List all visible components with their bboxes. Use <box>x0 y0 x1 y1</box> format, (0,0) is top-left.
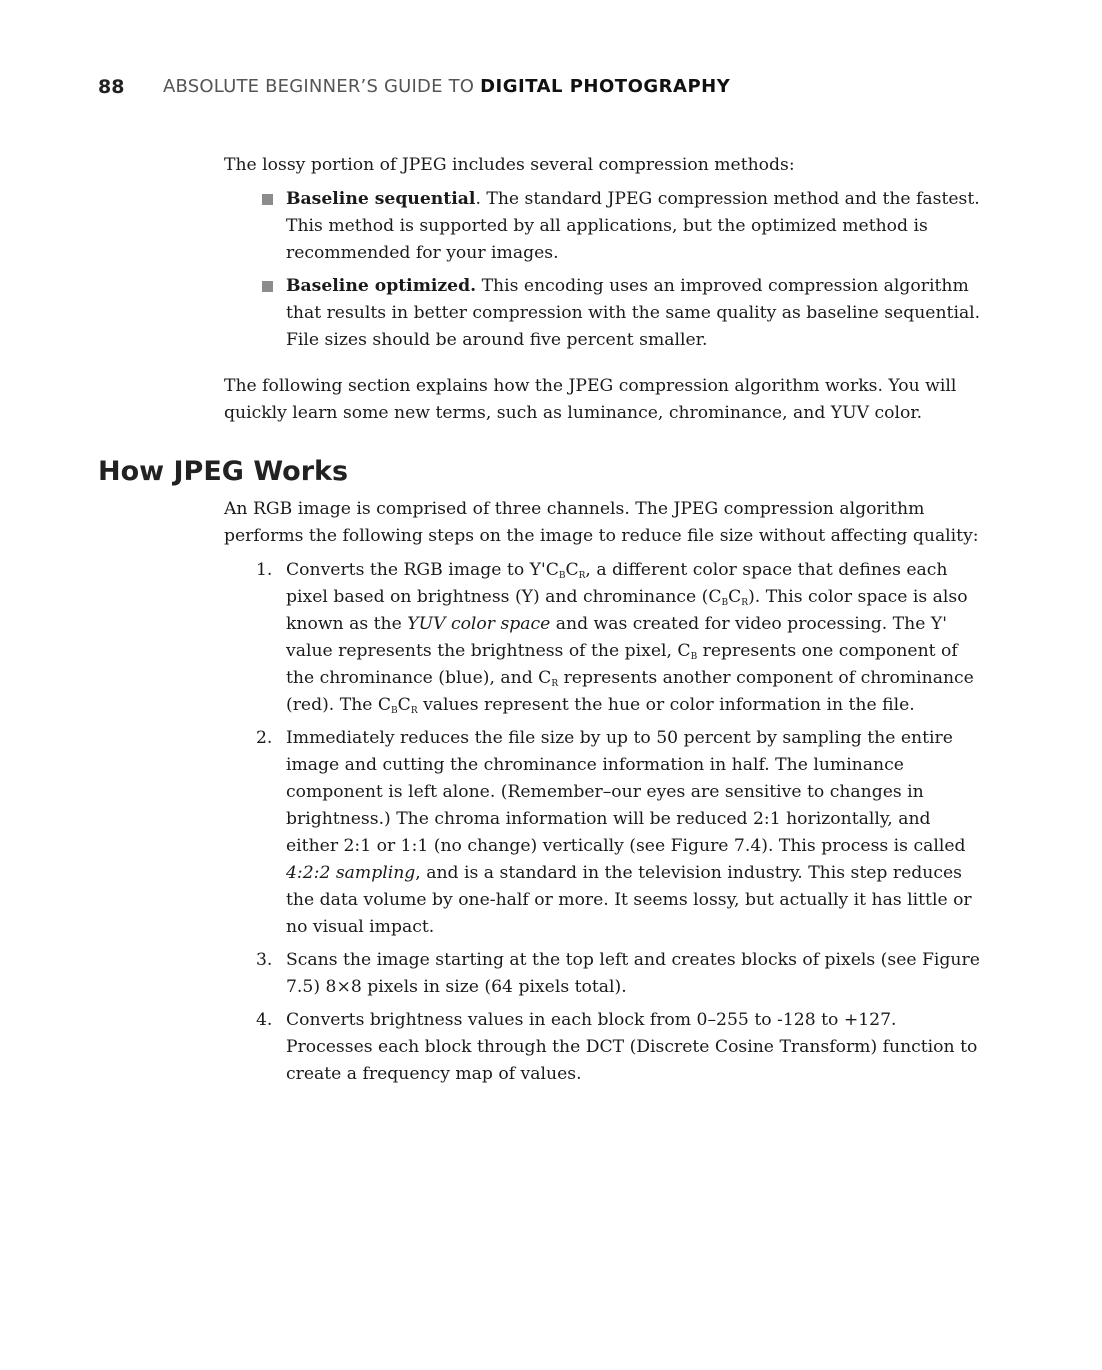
bullet-term: Baseline sequential <box>286 189 476 209</box>
subscript: B <box>721 598 729 608</box>
list-item <box>262 186 982 267</box>
step-text: Converts the RGB image to Y'C <box>286 560 559 580</box>
emphasis: YUV color space <box>407 614 551 634</box>
step-number: 1. <box>256 560 273 580</box>
step-item <box>256 725 984 941</box>
square-bullet-icon <box>262 281 273 292</box>
step-text: C <box>397 695 411 715</box>
step-text: values represent the hue or color information in the file. <box>417 695 915 715</box>
step-text: , a different color space that defines each pixel based on brightness (Y) and chrominance (C <box>286 560 948 607</box>
section-intro-paragraph: An RGB image is comprised of three channels. The JPEG compression algorithm performs the following steps on the image to reduce file size without affecting quality: <box>224 499 979 546</box>
step-text: represents one component of the chrominance (blue), and C <box>286 641 958 688</box>
step-item <box>256 557 984 719</box>
step-number: 2. <box>256 728 273 748</box>
square-bullet-icon <box>262 194 273 205</box>
step-text: C <box>565 560 579 580</box>
subscript: R <box>551 679 559 689</box>
book-title <box>163 76 730 97</box>
step-item <box>256 947 984 1001</box>
step-text: represents another component of chrominance (red). The C <box>286 668 974 715</box>
subscript: R <box>578 571 586 581</box>
steps-list <box>256 557 984 1094</box>
subscript: B <box>391 706 398 716</box>
subscript: B <box>690 652 698 662</box>
step-item <box>256 1007 984 1088</box>
compression-methods-list <box>262 186 982 360</box>
step-text: C <box>728 587 742 607</box>
list-item <box>262 273 982 354</box>
step-text: , and is a standard in the television industry. This step reduces the data volume by one-half or more. It seems lossy, but actually it has little or no visual impact. <box>286 863 972 937</box>
page-number: 88 <box>98 76 125 98</box>
running-header <box>98 74 998 102</box>
book-title-bold: DIGITAL PHOTOGRAPHY <box>480 76 731 97</box>
step-text: and was created for video processing. The Y' value represents the brightness of the pixel, C <box>286 614 947 661</box>
step-number: 3. <box>256 950 273 970</box>
step-number: 4. <box>256 1010 273 1030</box>
subscript: B <box>558 571 566 581</box>
step-text: Scans the image starting at the top left and creates blocks of pixels (see Figure 7.5) 8×8 pixels in size (64 pixels total). <box>286 950 980 997</box>
step-text: ). This color space is also known as the <box>286 587 968 634</box>
book-title-plain: ABSOLUTE BEGINNER’S GUIDE TO <box>163 76 481 97</box>
subscript: R <box>741 598 749 608</box>
bullet-term: Baseline optimized. <box>286 276 477 296</box>
section-heading: How JPEG Works <box>98 456 349 487</box>
intro-paragraph: The lossy portion of JPEG includes several compression methods: <box>224 155 795 175</box>
following-paragraph: The following section explains how the JPEG compression algorithm works. You will quickly learn some new terms, such as luminance, chrominance, and YUV color. <box>224 376 957 423</box>
subscript: R <box>410 706 418 716</box>
bullet-text: . The standard JPEG compression method and the fastest. This method is supported by all applications, but the optimized method is recommended for your images. <box>286 189 980 263</box>
emphasis: 4:2:2 sampling <box>286 863 416 883</box>
step-text: Immediately reduces the file size by up to 50 percent by sampling the entire image and cutting the chrominance information in half. The luminance component is left alone. (Remember–our eyes are sensitive to changes in brightness.) The chroma information will be reduced 2:1 horizontally, and either 2:1 or 1:1 (no change) vertically (see Figure 7.4). This process is called <box>286 728 966 856</box>
bullet-text: This encoding uses an improved compression algorithm that results in better compression with the same quality as baseline sequential. File sizes should be around five percent smaller. <box>286 276 981 350</box>
step-text: Converts brightness values in each block from 0–255 to -128 to +127. Processes each block through the DCT (Discrete Cosine Transform) function to create a frequency map of values. <box>286 1010 978 1084</box>
